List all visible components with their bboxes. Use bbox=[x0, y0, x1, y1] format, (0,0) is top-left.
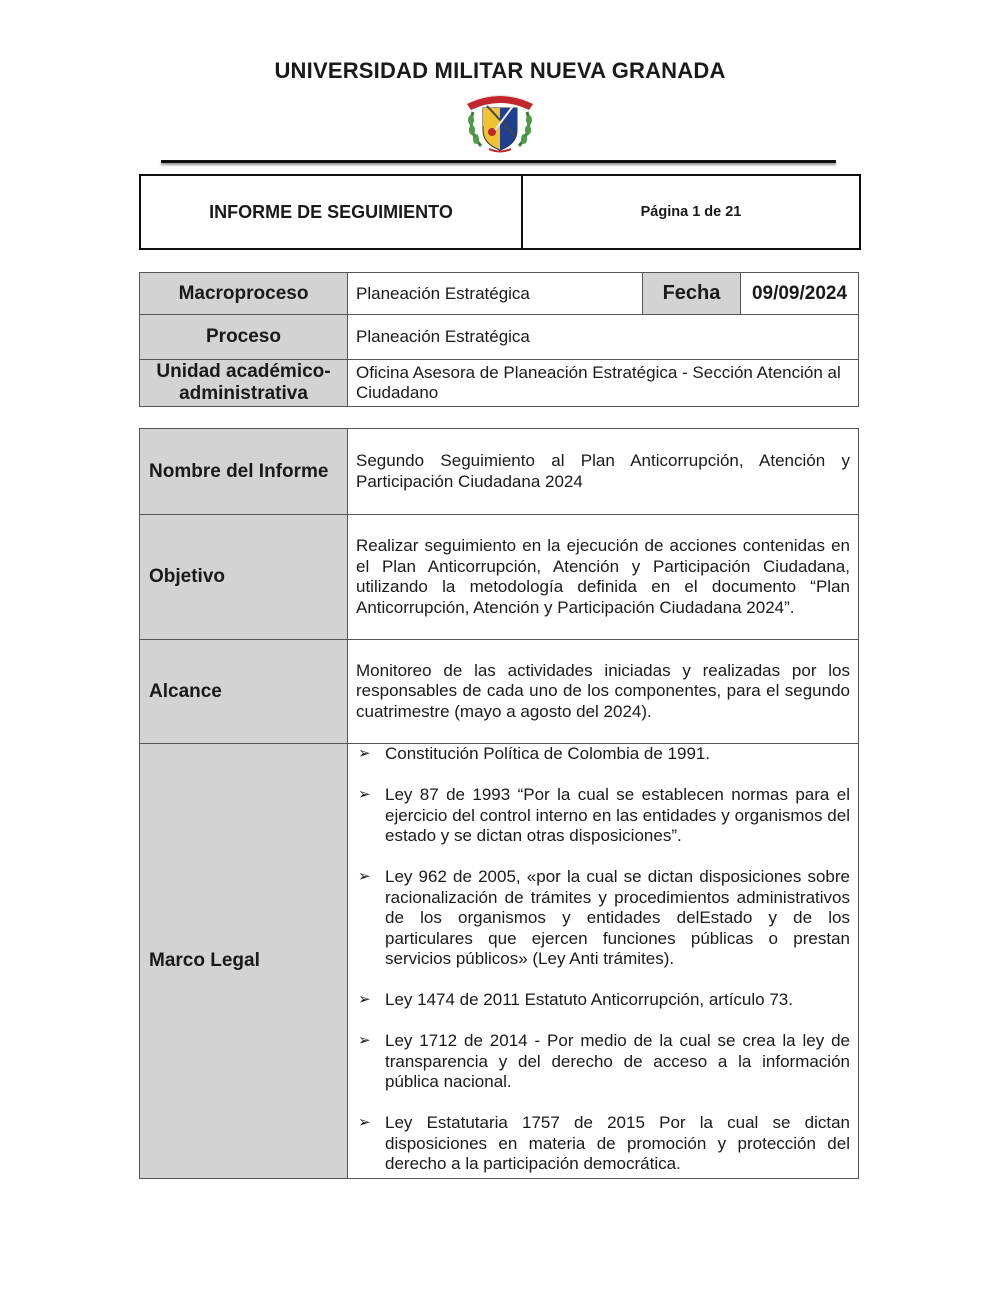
arrow-bullet-icon: ➢ bbox=[358, 868, 371, 885]
macroproceso-label: Macroproceso bbox=[140, 273, 348, 315]
arrow-bullet-icon: ➢ bbox=[358, 991, 371, 1008]
university-title: UNIVERSIDAD MILITAR NUEVA GRANADA bbox=[274, 58, 726, 83]
table-row bbox=[140, 315, 859, 360]
university-crest-icon bbox=[459, 86, 541, 156]
legal-item-text: Ley 1712 de 2014 - Por medio de la cual se crea la ley de transparencia y del derecho de acceso a la información pública nacional. bbox=[385, 1031, 850, 1091]
unidad-label-line-2: administrativa bbox=[179, 383, 308, 404]
unidad-label-line-1: Unidad académico- bbox=[156, 361, 331, 382]
macroproceso-value: Planeación Estratégica bbox=[348, 273, 643, 315]
list-item bbox=[356, 867, 850, 970]
alcance-label: Alcance bbox=[140, 640, 348, 744]
legal-item-text: Ley 962 de 2005, «por la cual se dictan disposiciones sobre racionalización de trámites y procedimientos administrativos de los organismos y entidades delEstado y de los particulares que ejercen funciones públicas o prestan servicios públicos» (Ley Anti trámites). bbox=[385, 867, 850, 968]
legal-item-text: Ley 1474 de 2011 Estatuto Anticorrupción, artículo 73. bbox=[385, 990, 793, 1009]
fecha-value: 09/09/2024 bbox=[741, 273, 859, 315]
arrow-bullet-icon: ➢ bbox=[358, 745, 371, 762]
document-type: INFORME DE SEGUIMIENTO bbox=[141, 176, 523, 248]
table-row bbox=[140, 640, 859, 744]
proceso-value: Planeación Estratégica bbox=[348, 315, 859, 360]
alcance-value: Monitoreo de las actividades iniciadas y realizadas por los responsables de cada uno de los componentes, para el segundo cuatrimestre (mayo a agosto del 2024). bbox=[348, 640, 859, 744]
marco-legal-label: Marco Legal bbox=[140, 744, 348, 1179]
document-header bbox=[139, 174, 861, 250]
table-row bbox=[140, 273, 859, 315]
table-row bbox=[140, 515, 859, 640]
arrow-bullet-icon: ➢ bbox=[358, 1032, 371, 1049]
table-row bbox=[140, 429, 859, 515]
page-indicator: Página 1 de 21 bbox=[640, 204, 742, 220]
arrow-bullet-icon: ➢ bbox=[358, 786, 371, 803]
legal-item-text: Ley Estatutaria 1757 de 2015 Por la cual se dictan disposiciones en materia de promoción y protección del derecho a la participación democrática. bbox=[385, 1113, 850, 1173]
header-rule bbox=[161, 160, 836, 163]
list-item bbox=[356, 990, 850, 1011]
table-row bbox=[140, 744, 859, 1179]
objetivo-value: Realizar seguimiento en la ejecución de acciones contenidas en el Plan Anticorrupción, Atención y Participación Ciudadana, utilizando la metodología definida en el documento “Plan Anticorrupción, Atención y Participación Ciudadana 2024”. bbox=[348, 515, 859, 640]
list-item bbox=[356, 744, 850, 765]
objetivo-label: Objetivo bbox=[140, 515, 348, 640]
fecha-label: Fecha bbox=[643, 273, 741, 315]
list-item bbox=[356, 1113, 850, 1175]
nombre-label: Nombre del Informe bbox=[140, 429, 348, 515]
marco-legal-value bbox=[348, 744, 859, 1179]
process-info-table bbox=[139, 272, 859, 407]
legal-item-text: Constitución Política de Colombia de 1991. bbox=[385, 744, 711, 763]
proceso-label: Proceso bbox=[140, 315, 348, 360]
legal-item-text: Ley 87 de 1993 “Por la cual se establecen normas para el ejercicio del control interno en las entidades y organismos del estado y se dictan otras disposiciones”. bbox=[385, 785, 850, 845]
list-item bbox=[356, 785, 850, 847]
nombre-value: Segundo Seguimiento al Plan Anticorrupción, Atención y Participación Ciudadana 2024 bbox=[348, 429, 859, 515]
table-row bbox=[140, 360, 859, 407]
list-item bbox=[356, 1031, 850, 1093]
report-details-table bbox=[139, 428, 859, 1179]
legal-list bbox=[356, 744, 850, 1175]
unidad-label bbox=[140, 360, 348, 407]
unidad-value: Oficina Asesora de Planeación Estratégica - Sección Atención al Ciudadano bbox=[348, 360, 859, 407]
arrow-bullet-icon: ➢ bbox=[358, 1114, 371, 1131]
